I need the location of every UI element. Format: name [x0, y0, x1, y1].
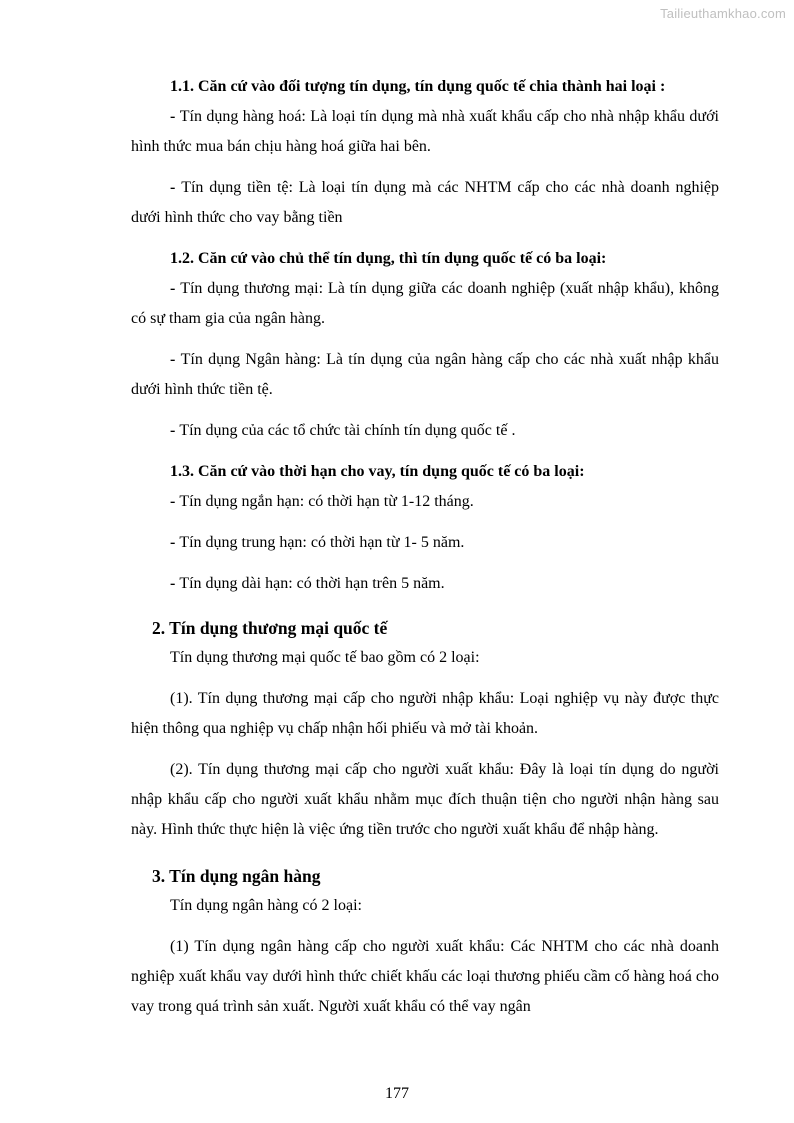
item-text: Tín dụng hàng hoá: Là loại tín dụng mà nhà xuất khẩu cấp cho nhà nhập khẩu dưới hình thức mua bán chịu hàng hoá giữa hai bên.: [131, 108, 720, 155]
paragraph: (2). Tín dụng thương mại cấp cho người xuất khẩu: Đây là loại tín dụng do người nhập khẩu cấp cho người xuất khẩu nhằm mục đích thuận tiện cho người nhận hàng sau này. Hình thức thực hiện là việc ứng tiền trước cho người xuất khẩu để nhập hàng.: [131, 761, 719, 838]
bullet-dash: -: [170, 179, 182, 196]
paragraph: (1). Tín dụng thương mại cấp cho người nhập khẩu: Loại nghiệp vụ này được thực hiện thông qua nghiệp vụ chấp nhận hối phiếu và mở tài khoản.: [131, 690, 719, 737]
heading-3: 3. Tín dụng ngân hàng: [152, 866, 321, 886]
heading-1-3: 1.3. Căn cứ vào thời hạn cho vay, tín dụng quốc tế có ba loại:: [170, 463, 585, 480]
list-item: [131, 102, 719, 162]
bullet-dash: -: [170, 575, 180, 592]
section-intro: Tín dụng ngân hàng có 2 loại:: [170, 897, 362, 914]
item-text: Tín dụng Ngân hàng: Là tín dụng của ngân hàng cấp cho các nhà xuất nhập khẩu dưới hình thức tiền tệ.: [131, 351, 720, 398]
watermark: Tailieuthamkhao.com: [660, 6, 786, 21]
bullet-dash: -: [170, 534, 180, 551]
document-body: [131, 72, 719, 1022]
list-item: [131, 487, 719, 517]
list-item: [131, 345, 719, 405]
page-number: 177: [385, 1085, 409, 1102]
bullet-dash: -: [170, 108, 180, 125]
item-text: Tín dụng tiền tệ: Là loại tín dụng mà các NHTM cấp cho các nhà doanh nghiệp dưới hình thức cho vay bằng tiền: [131, 179, 720, 226]
list-item: [131, 416, 719, 446]
item-text: Tín dụng ngắn hạn: có thời hạn từ 1-12 tháng.: [179, 493, 474, 510]
heading-2: 2. Tín dụng thương mại quốc tế: [152, 618, 388, 638]
heading-1-1: 1.1. Căn cứ vào đối tượng tín dụng, tín dụng quốc tế chia thành hai loại :: [170, 78, 666, 95]
list-item: [131, 274, 719, 334]
paragraph: (1) Tín dụng ngân hàng cấp cho người xuất khẩu: Các NHTM cho các nhà doanh nghiệp xuất khẩu vay dưới hình thức chiết khấu các loại thương phiếu cầm cố hàng hoá cho vay trong quá trình sản xuất. Người xuất khẩu có thể vay ngân: [131, 938, 719, 1015]
bullet-dash: -: [170, 351, 181, 368]
heading-1-2: 1.2. Căn cứ vào chủ thể tín dụng, thì tín dụng quốc tế có ba loại:: [170, 250, 607, 267]
list-item: [131, 569, 719, 599]
item-text: Tín dụng của các tổ chức tài chính tín dụng quốc tế .: [179, 422, 516, 439]
item-text: Tín dụng thương mại: Là tín dụng giữa các doanh nghiệp (xuất nhập khẩu), không có sự tham gia của ngân hàng.: [131, 280, 720, 327]
bullet-dash: -: [170, 422, 180, 439]
section-intro: Tín dụng thương mại quốc tế bao gồm có 2 loại:: [170, 649, 480, 666]
list-item: [131, 528, 719, 558]
item-text: Tín dụng dài hạn: có thời hạn trên 5 năm.: [179, 575, 445, 592]
bullet-dash: -: [170, 280, 181, 297]
list-item: [131, 173, 719, 233]
item-text: Tín dụng trung hạn: có thời hạn từ 1- 5 năm.: [179, 534, 465, 551]
bullet-dash: -: [170, 493, 180, 510]
